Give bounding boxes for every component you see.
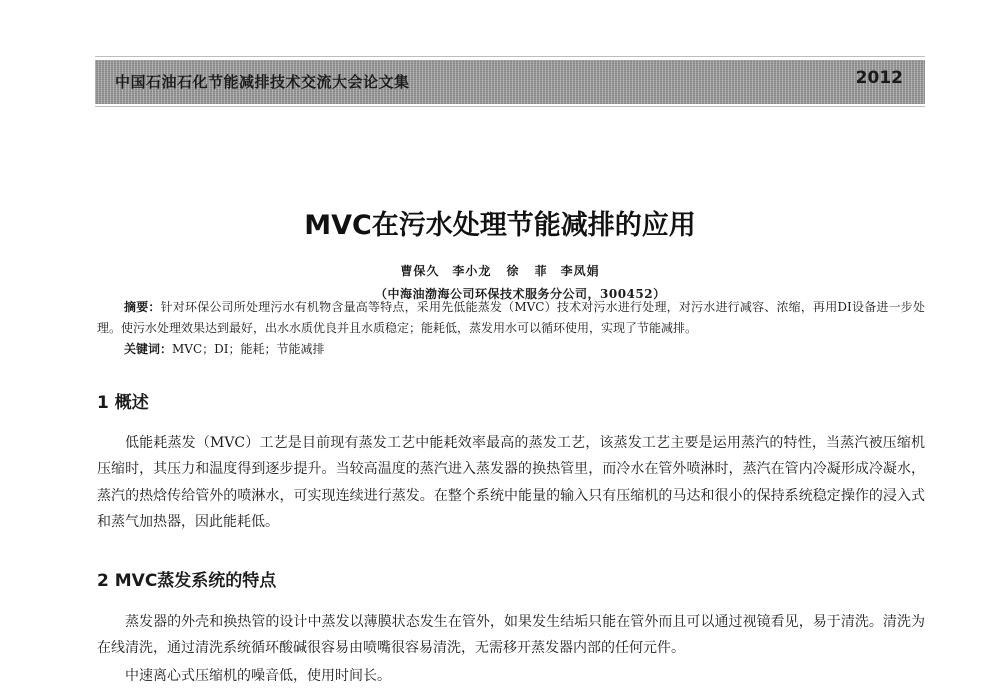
- section-line-compressor: 中速离心式压缩机的噪音低，使用时间长。: [125, 668, 391, 684]
- keywords: [124, 340, 325, 357]
- keywords-text: MVC；DI；能耗；节能减排: [172, 342, 325, 356]
- section-heading-overview: 1 概述: [97, 393, 149, 413]
- proceedings-title: 中国石油石化节能减排技术交流大会论文集: [115, 73, 410, 91]
- affiliation: （中海油渤海公司环保技术服务分公司，300452）: [375, 287, 666, 301]
- section-paragraph-overview: 低能耗蒸发（MVC）工艺是目前现有蒸发工艺中能耗效率最高的蒸发工艺，该蒸发工艺主要是运用蒸汽的特性，当蒸汽被压缩机压缩时，其压力和温度得到逐步提升。当较高温度的蒸汽进入蒸发器的换热管里，而冷水在管外喷淋时，蒸汽在管内冷凝形成冷凝水，蒸汽的热焓传给管外的喷淋水，可实现连续进行蒸发。在整个系统中能量的输入只有压缩机的马达和很小的保持系统稳定操作的浸入式和蒸气加热器，因此能耗低。: [97, 435, 925, 530]
- section-paragraph-features: 蒸发器的外壳和换热管的设计中蒸发以薄膜状态发生在管外，如果发生结垢只能在管外而且可以通过视镜看见，易于清洗。清洗为在线清洗，通过清洗系统循环酸碱很容易由喷嘴很容易清洗，无需移开蒸发器内部的任何元件。: [97, 614, 925, 657]
- author-list: 曹保久 李小龙 徐 菲 李凤娟: [400, 264, 600, 278]
- keywords-label: 关键词：: [124, 342, 173, 356]
- proceedings-year: 2012: [855, 68, 903, 88]
- section-heading-features: 2 MVC蒸发系统的特点: [97, 571, 277, 591]
- abstract-text: 针对环保公司所处理污水有机物含量高等特点，采用先低能蒸发（MVC）技术对污水进行处理，对污水进行减容、浓缩，再用DI设备进一步处理。使污水处理效果达到最好，出水水质优良并且水质稳定；能耗低，蒸发用水可以循环使用，实现了节能减排。: [97, 300, 925, 335]
- paper-title: MVC在污水处理节能减排的应用: [304, 210, 696, 241]
- abstract: [97, 297, 925, 339]
- header-rule-top: [95, 56, 925, 57]
- header-rule-bottom: [95, 106, 925, 107]
- abstract-label: 摘要：: [124, 300, 161, 314]
